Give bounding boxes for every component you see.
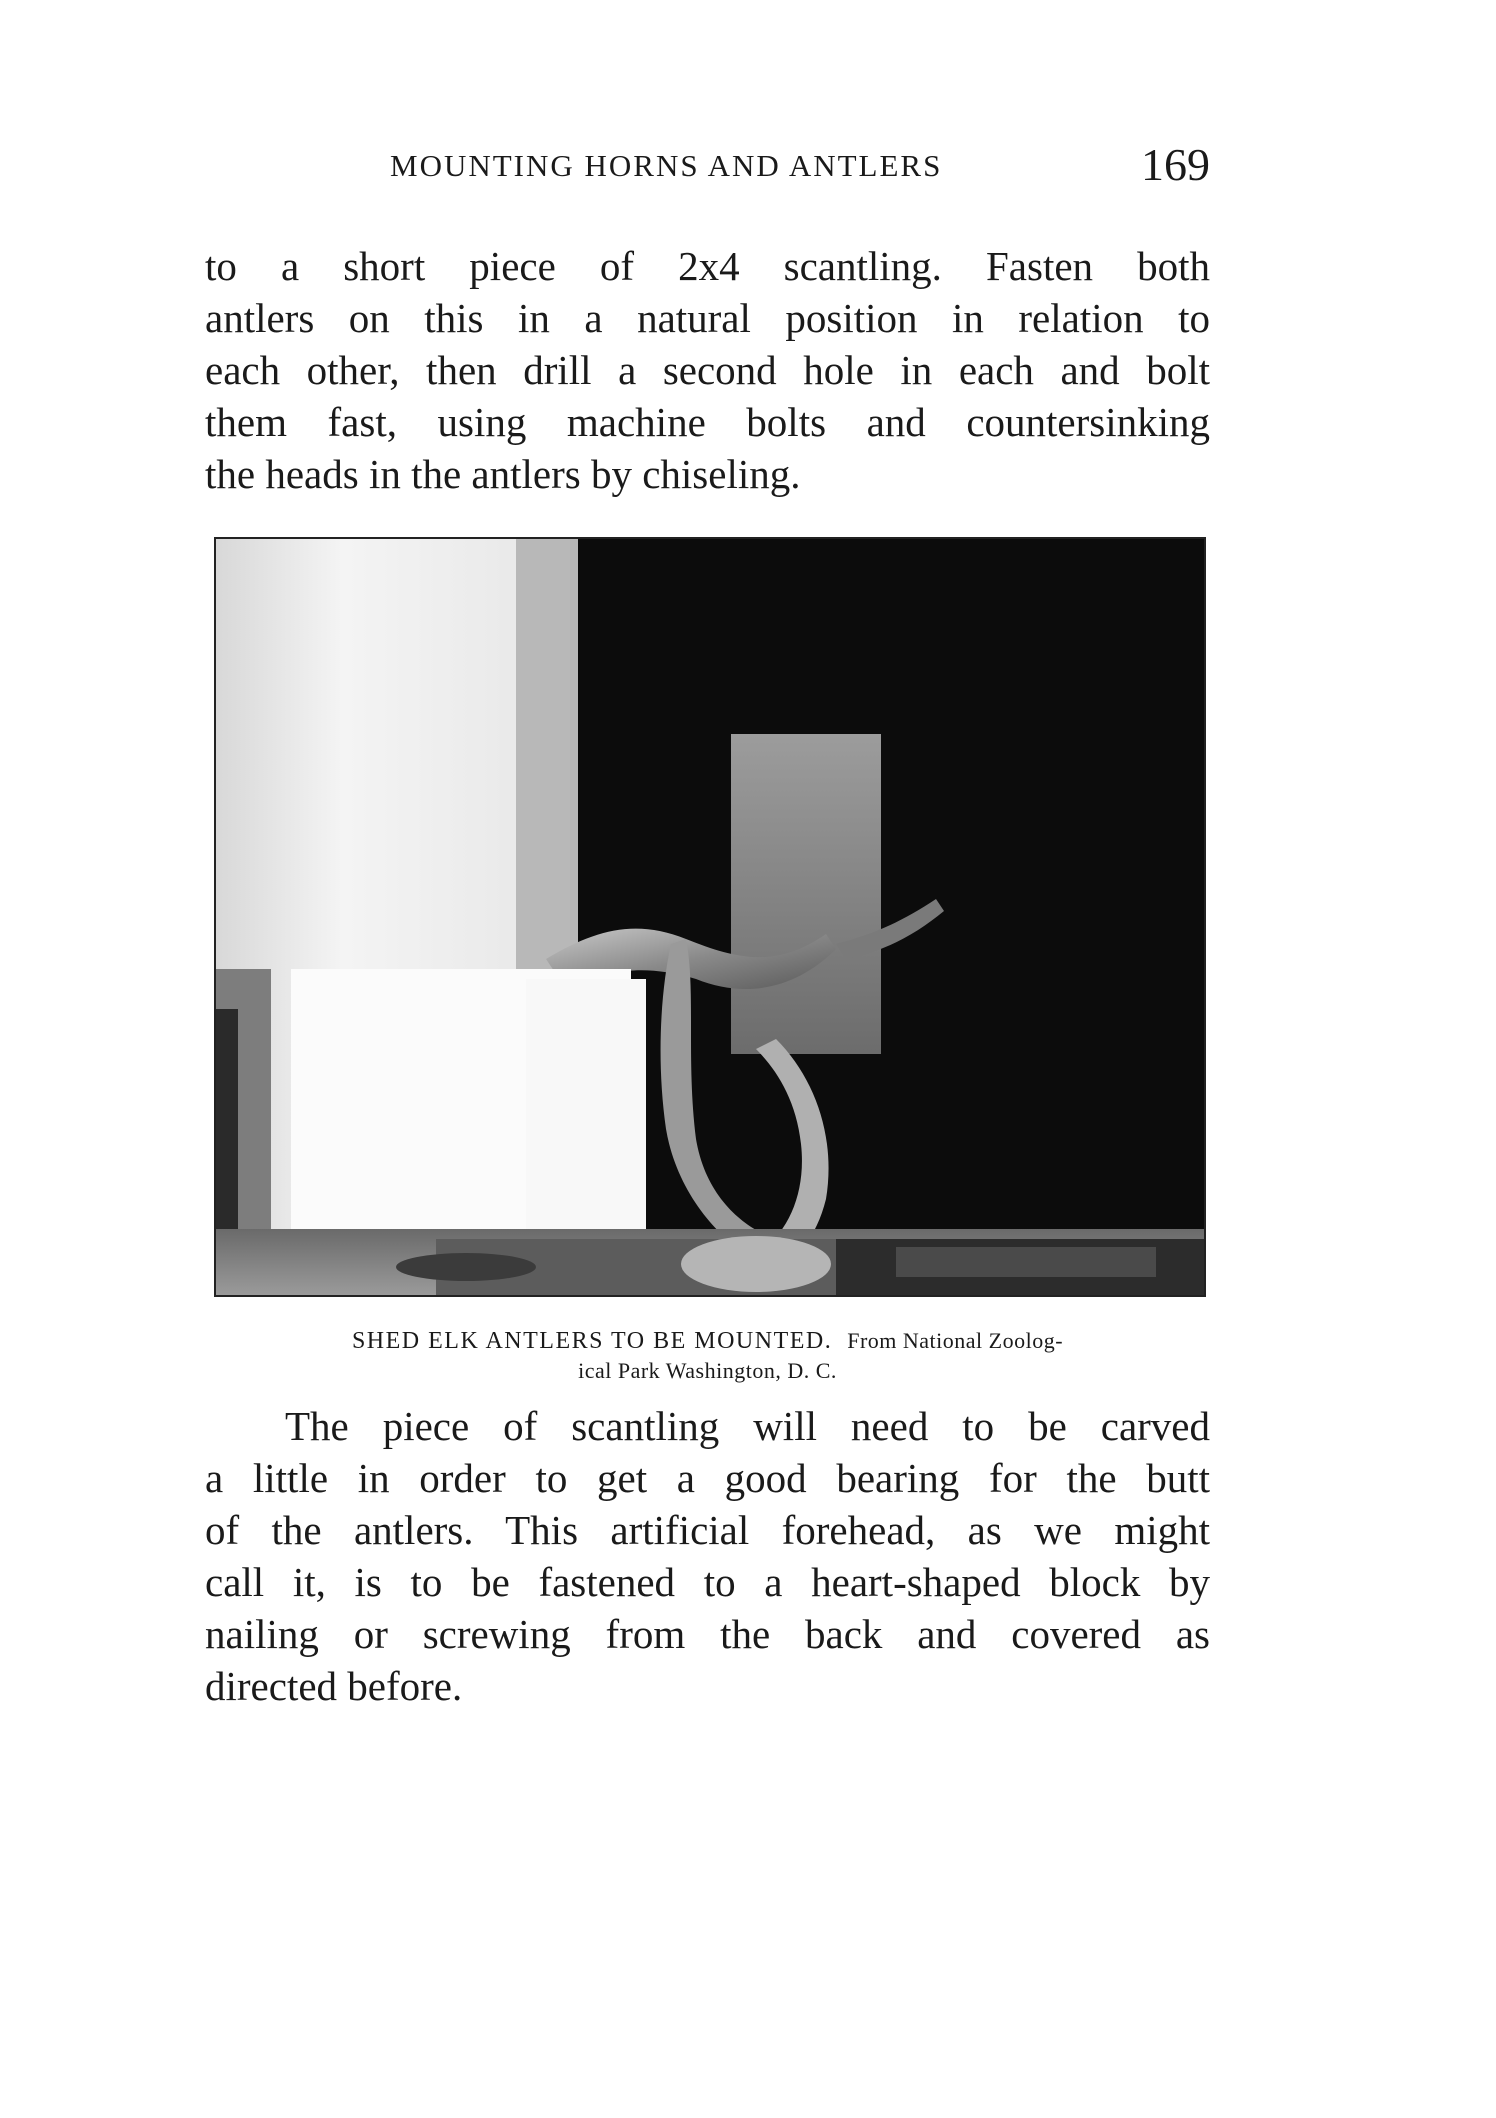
wooden-post: [516, 539, 578, 999]
figure-photo: [214, 537, 1206, 1297]
text-line: nailing or screwing from the back and covered as: [205, 1611, 1210, 1657]
text-line: antlers on this in a natural position in relation to: [205, 295, 1210, 341]
back-panel: [731, 734, 881, 1054]
text-line: a little in order to get a good bearing for the butt: [205, 1455, 1210, 1501]
text-line: of the antlers. This artificial forehead, as we might: [205, 1507, 1210, 1553]
page-number: 169: [1141, 139, 1210, 190]
text-line: call it, is to be fastened to a heart-shaped block by: [205, 1559, 1210, 1605]
text-line: each other, then drill a second hole in each and bolt: [205, 347, 1210, 393]
caption-title: SHED ELK ANTLERS TO BE MOUNTED.: [351, 1328, 833, 1354]
floor-board: [896, 1247, 1156, 1277]
paragraph-1: [205, 240, 1210, 500]
text-line: to a short piece of 2x4 scantling. Fasten both: [205, 243, 1210, 289]
running-head-title: MOUNTING HORNS AND ANTLERS: [390, 148, 943, 183]
caption-source: From National Zoolog-: [847, 1328, 1064, 1353]
caption-line-1: [205, 1326, 1210, 1356]
text-line: them fast, using machine bolts and countersinking: [205, 399, 1210, 445]
figure-caption: [205, 1326, 1210, 1386]
antler-base: [681, 1236, 831, 1292]
text-line: directed before.: [205, 1663, 463, 1709]
paragraph-2: [205, 1400, 1210, 1712]
floor-object: [396, 1253, 536, 1281]
running-head: [205, 139, 1210, 198]
caption-line-2: ical Park Washington, D. C.: [578, 1358, 837, 1383]
text-line: the heads in the antlers by chiseling.: [205, 451, 801, 497]
wall-dark-edge: [216, 1009, 238, 1229]
text-line: The piece of scantling will need to be carved: [285, 1403, 1210, 1449]
